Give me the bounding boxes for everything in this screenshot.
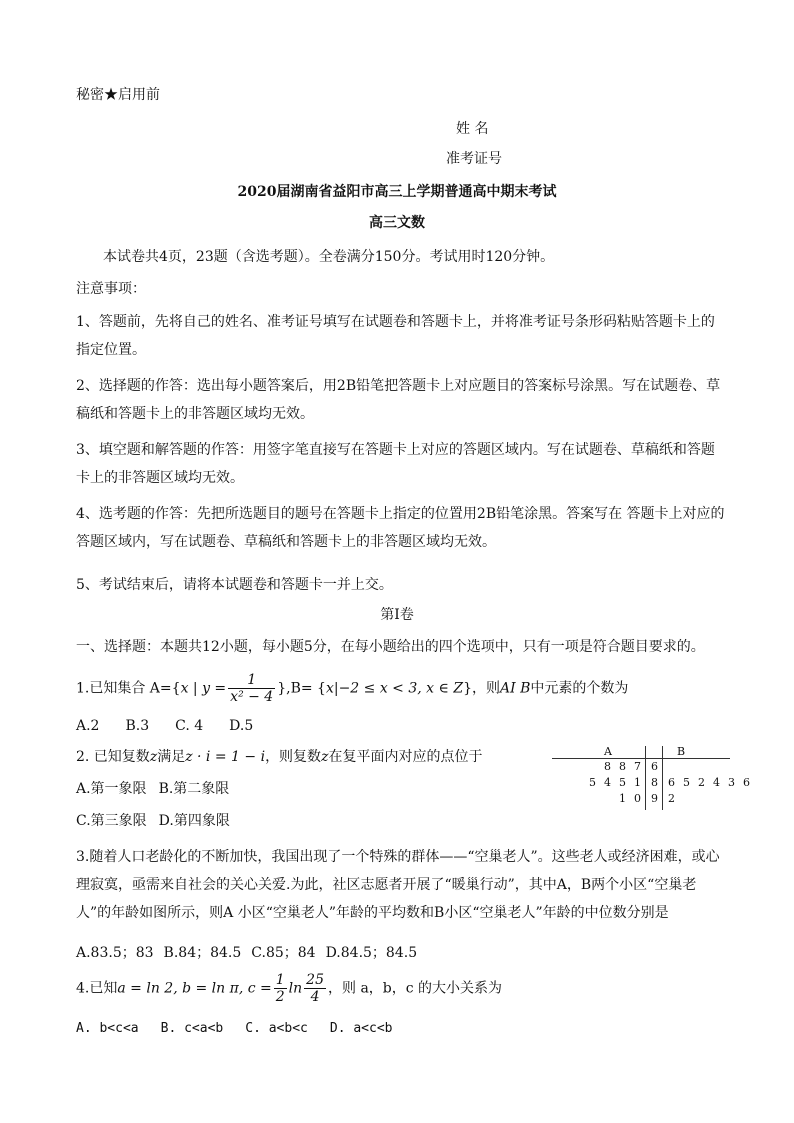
option: B.84；84.5 (163, 945, 242, 961)
plot-stem-line (645, 746, 646, 810)
leaf: 3 (728, 776, 735, 789)
option: A.第一象限 (76, 781, 147, 797)
secret-label: 秘密★启用前 (76, 87, 160, 103)
exam-subtitle: 高三文数 (369, 215, 425, 231)
option: D.5 (229, 718, 254, 734)
leaf: 7 (634, 760, 641, 773)
note-item: 2、选择题的作答：选出每小题答案后，用2B铅笔把答题卡上对应题目的答案标号涂黑。写在试题卷、草稿纸和答题卡上的非答题区域均无效。 (76, 378, 721, 422)
option: C. a<b<c (245, 1021, 308, 1036)
note-item: 1、答题前，先将自己的姓名、准考证号填写在试题卷和答题卡上，并将准考证号条形码粘贴答题卡上的指定位置。 (76, 314, 715, 358)
option: D.第四象限 (158, 813, 230, 829)
option: A.2 (76, 718, 100, 734)
stem-value (647, 792, 662, 805)
leaf: 8 (604, 760, 611, 773)
question-3: 3.随着人口老龄化的不断加快，我国出现了一个特殊的群体——“空巢老人”。这些老人或经济困难，或心理寂寞，亟需来自社会的关心关爱.为此，社区志愿者开展了“暖巢行动”，其中A，B两个小区“空巢老人”的年龄如图所示，则A 小区“空巢老人”年龄的平均数和B小区“空巢老人”年龄的中位数分别是 (76, 849, 720, 921)
question-1: 1.已知集合 A={x | y = $\frac{1}{\text{x² − 4}}$ },B= {x|−2 ≤ x < 3, x ∈ Z}，则AI B中元素的个数为 (76, 672, 629, 705)
option: B.3 (125, 718, 150, 734)
leaf: 0 (634, 792, 641, 805)
stem-leaf-left-leaves (615, 792, 645, 805)
label-b: B (677, 745, 686, 758)
question-4-options (76, 1020, 419, 1038)
note-item: 3、填空题和解答题的作答：用签字笔直接写在答题卡上对应的答题区域内。写在试题卷、草稿纸和答题卡上的非答题区域均无效。 (76, 442, 715, 486)
section-title: 第Ⅰ卷 (380, 607, 414, 623)
leaf: 2 (668, 792, 675, 805)
option: D.84.5；84.5 (325, 945, 418, 961)
stem: 9 (651, 792, 658, 805)
question-4: 4.已知a = ln 2, b = ln π, c = $\frac{1}{2}$ ln $\frac{25}{4}$ ，则 a，b，c 的大小关系为 (76, 972, 503, 1005)
note-item: 5、考试结束后，请将本试题卷和答题卡一并上交。 (76, 577, 393, 593)
stem-leaf-right-leaves (664, 776, 754, 789)
plot-stem-line (662, 746, 663, 810)
fraction: $\frac{1}{2}$ (275, 972, 285, 1005)
leaf: 5 (619, 776, 626, 789)
question-2: 2. 已知复数z满足z · i = 1 − i，则复数z在复平面内对应的点位于 (76, 749, 483, 765)
question-2-options-row1 (76, 780, 255, 798)
leaf: 1 (634, 776, 641, 789)
stem-value (647, 776, 662, 789)
note-item: 4、选考题的作答：先把所选题目的题号在答题卡上指定的位置用2B铅笔涂黑。答案写在 答题卡上对应的答题区域内，写在试题卷、草稿纸和答题卡上的非答题区域均无效。 (76, 506, 725, 550)
stem-value (647, 760, 662, 773)
option: A.83.5；83 (76, 945, 154, 961)
question-3-options (76, 944, 443, 962)
fraction: $\frac{1}{\text{x² − 4}}$ (230, 672, 274, 705)
plot-divider (552, 758, 730, 759)
question-2-options-row2 (76, 812, 256, 830)
leaf: 1 (619, 792, 626, 805)
stem-leaf-plot (552, 745, 750, 836)
leaf: 2 (698, 776, 705, 789)
stem-leaf-left-leaves (585, 776, 645, 789)
label-a: A (604, 745, 612, 758)
option: D. a<c<b (329, 1021, 393, 1036)
notes-heading: 注意事项： (76, 281, 146, 297)
leaf: 5 (589, 776, 596, 789)
section-instruction: 一、选择题：本题共12小题，每小题5分，在每小题给出的四个选项中，只有一项是符合题目要求的。 (76, 639, 705, 655)
id-label: 准考证号 (446, 151, 502, 167)
option: C.85；84 (251, 945, 316, 961)
leaf: 6 (743, 776, 750, 789)
option: B.第二象限 (158, 781, 230, 797)
stem-leaf-right-leaves (664, 792, 679, 805)
option: B. c<a<b (160, 1021, 224, 1036)
intro-text: 本试卷共4页，23题（含选考题）。全卷满分150分。考试用时120分钟。 (103, 249, 555, 265)
option: C.第三象限 (76, 813, 147, 829)
option: C. 4 (175, 718, 204, 734)
stem-leaf-left-leaves (600, 760, 645, 773)
option: A. b<c<a (76, 1021, 139, 1036)
fraction: $\frac{25}{4}$ (306, 972, 324, 1005)
stem: 8 (651, 776, 658, 789)
leaf: 4 (713, 776, 720, 789)
leaf: 6 (668, 776, 675, 789)
leaf: 8 (619, 760, 626, 773)
leaf: 5 (683, 776, 690, 789)
exam-title: 2020届湖南省益阳市高三上学期普通高中期末考试 (237, 184, 557, 200)
question-1-options (76, 717, 279, 735)
stem: 6 (651, 760, 658, 773)
name-label: 姓 名 (456, 121, 489, 137)
leaf: 4 (604, 776, 611, 789)
